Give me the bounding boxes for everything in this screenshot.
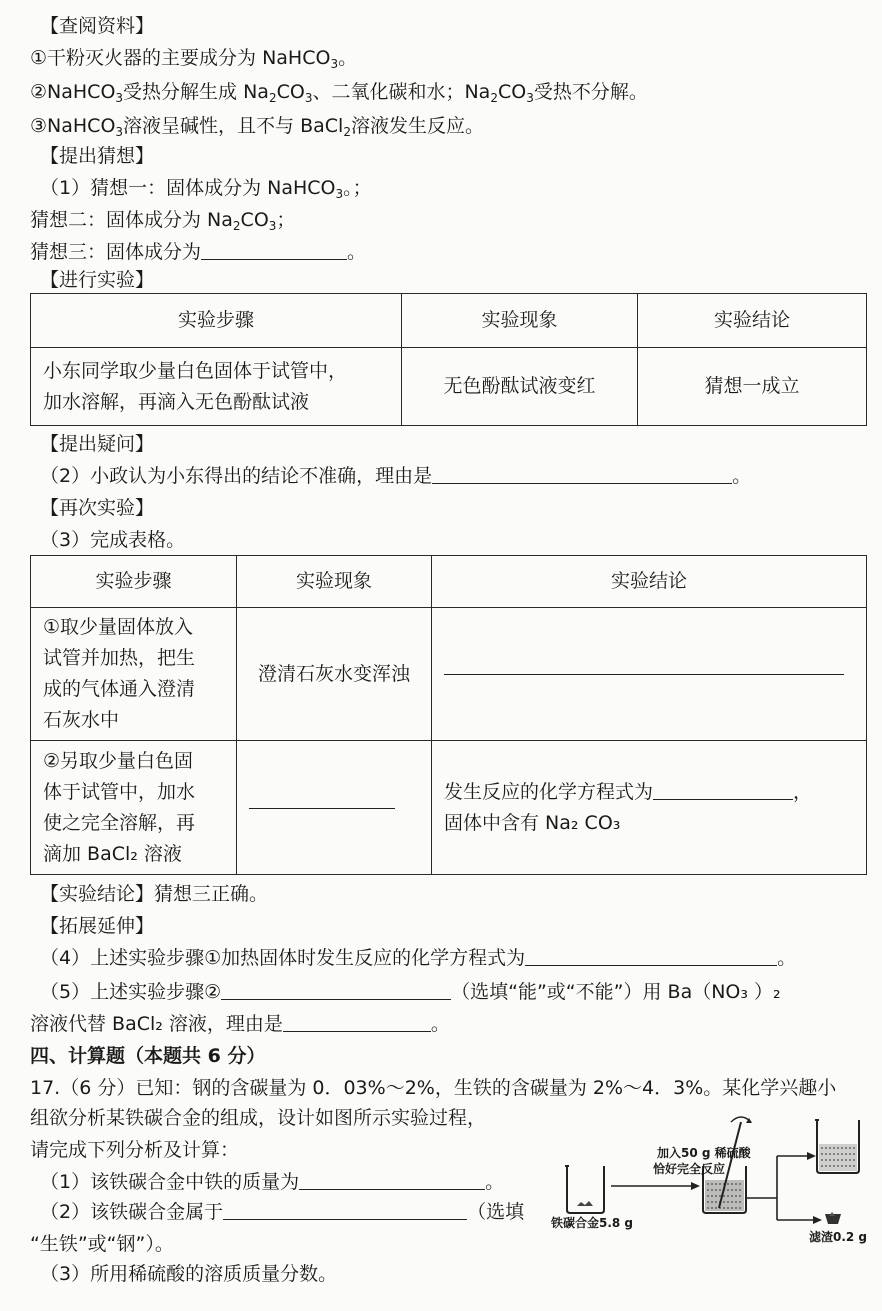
calc-s2: （2）该铁碳合金属于 （选填 [40, 1201, 525, 1223]
question-heading: 【提出疑问】 [40, 433, 155, 455]
calc-heading: 四、计算题（本题共 6 分） [30, 1045, 266, 1067]
extend-q4: （4）上述实验步骤①加热固体时发生反应的化学方程式为 。 [40, 947, 797, 969]
calc-s2-blank[interactable] [223, 1201, 467, 1220]
exp1-table [30, 293, 867, 426]
exp1-step-cell: 小东同学取少量白色固体于试管中， 加水溶解，再滴入无色酚酞试液 [31, 348, 402, 426]
exp2-row2-step: ②另取少量白色固 体于试管中，加水 使之完全溶解，再 滴加 BaCl₂ 溶液 [31, 741, 237, 875]
info-item-2: ②NaHCO$_3$受热分解生成 $Na_2CO_3$、二氧化碳和水；$Na_2CO_3$受热不分解。 [30, 81, 648, 105]
info-heading: 【查阅资料】 [40, 15, 155, 37]
extend-q5: （5）上述实验步骤② （选填“能”或“不能”）用 Ba（NO₃ ）₂ [40, 981, 781, 1003]
guess-heading: 【提出猜想】 [40, 145, 155, 167]
q5-blank-1[interactable] [221, 981, 451, 1000]
exp2-row1-phenomenon: 澄清石灰水变浑浊 [237, 608, 432, 741]
guess-3-blank[interactable] [201, 241, 347, 260]
alloy-beaker-icon [565, 1166, 604, 1213]
exp1-header-conclusion: 实验结论 [638, 294, 867, 348]
equation-blank[interactable] [653, 781, 793, 800]
exp2-row2-conclusion: 发生反应的化学方程式为 ， 固体中含有 Na₂ CO₃ [432, 741, 867, 875]
exp2-row2-phenomenon-blank[interactable] [237, 741, 432, 875]
alloy-label: 铁碳合金5.8 g [551, 1216, 634, 1230]
calc-17-line2: 组欲分析某铁碳合金的组成，设计如图所示实验过程， [30, 1107, 487, 1129]
residue-label: 滤渣0.2 g [809, 1230, 868, 1244]
add-acid-label: 加入50 g 稀硫酸 [657, 1146, 751, 1160]
exp1-heading: 【进行实验】 [40, 269, 155, 291]
calc-s1-blank[interactable] [299, 1171, 485, 1190]
exp1-conclusion-cell: 猜想一成立 [638, 348, 867, 426]
extend-heading: 【拓展延伸】 [40, 915, 155, 937]
exp1-header-step: 实验步骤 [31, 294, 402, 348]
question-2: （2）小政认为小东得出的结论不准确，理由是 。 [40, 465, 752, 487]
filtrate-beaker-icon [815, 1120, 859, 1173]
exp1-phenomenon-cell: 无色酚酞试液变红 [402, 348, 638, 426]
exp2-heading: 【再次实验】 [40, 497, 155, 519]
guess-1: （1）猜想一：固体成分为 NaHCO$_3$。； [40, 177, 372, 201]
exp1-header-phenomenon: 实验现象 [402, 294, 638, 348]
reaction-label: 恰好完全反应 [653, 1162, 726, 1176]
question-2-blank[interactable] [432, 465, 732, 484]
guess-3: 猜想三：固体成分为 。 [30, 241, 367, 263]
exp2-row1-conclusion-blank[interactable] [432, 608, 867, 741]
exp2-row1-step: ①取少量固体放入 试管并加热，把生 成的气体通入澄清 石灰水中 [31, 608, 237, 741]
info-item-3: ③NaHCO$_3$溶液呈碱性，且不与 BaCl$_2$溶液发生反应。 [30, 115, 484, 139]
q4-blank[interactable] [525, 947, 777, 966]
exp2-table [30, 555, 867, 875]
calc-17-line1: 17.（6 分）已知：钢的含碳量为 0．03%～2%，生铁的含碳量为 2%～4．3%。某化学兴趣小 [30, 1077, 837, 1099]
info-item-1: ①干粉灭火器的主要成分为 NaHCO$_3$。 [30, 47, 358, 71]
calc-s3: （3）所用稀硫酸的溶质质量分数。 [40, 1263, 338, 1285]
residue-icon [825, 1212, 841, 1224]
guess-2: 猜想二：固体成分为 $Na_2CO_3$； [30, 209, 296, 233]
extend-q5-cont: 溶液代替 BaCl₂ 溶液，理由是 。 [30, 1013, 450, 1035]
experiment-figure [545, 1108, 875, 1248]
exp2-header-step: 实验步骤 [31, 556, 237, 608]
exp2-header-phenomenon: 实验现象 [237, 556, 432, 608]
calc-s2-cont: “生铁”或“钢”）。 [30, 1233, 174, 1255]
calc-17-line3: 请完成下列分析及计算： [30, 1139, 240, 1161]
calc-s1: （1）该铁碳合金中铁的质量为 。 [40, 1171, 505, 1193]
exp2-header-conclusion: 实验结论 [432, 556, 867, 608]
conclusion-text: 【实验结论】猜想三正确。 [40, 883, 269, 905]
q5-blank-2[interactable] [283, 1013, 431, 1032]
exp2-q3: （3）完成表格。 [40, 529, 186, 551]
